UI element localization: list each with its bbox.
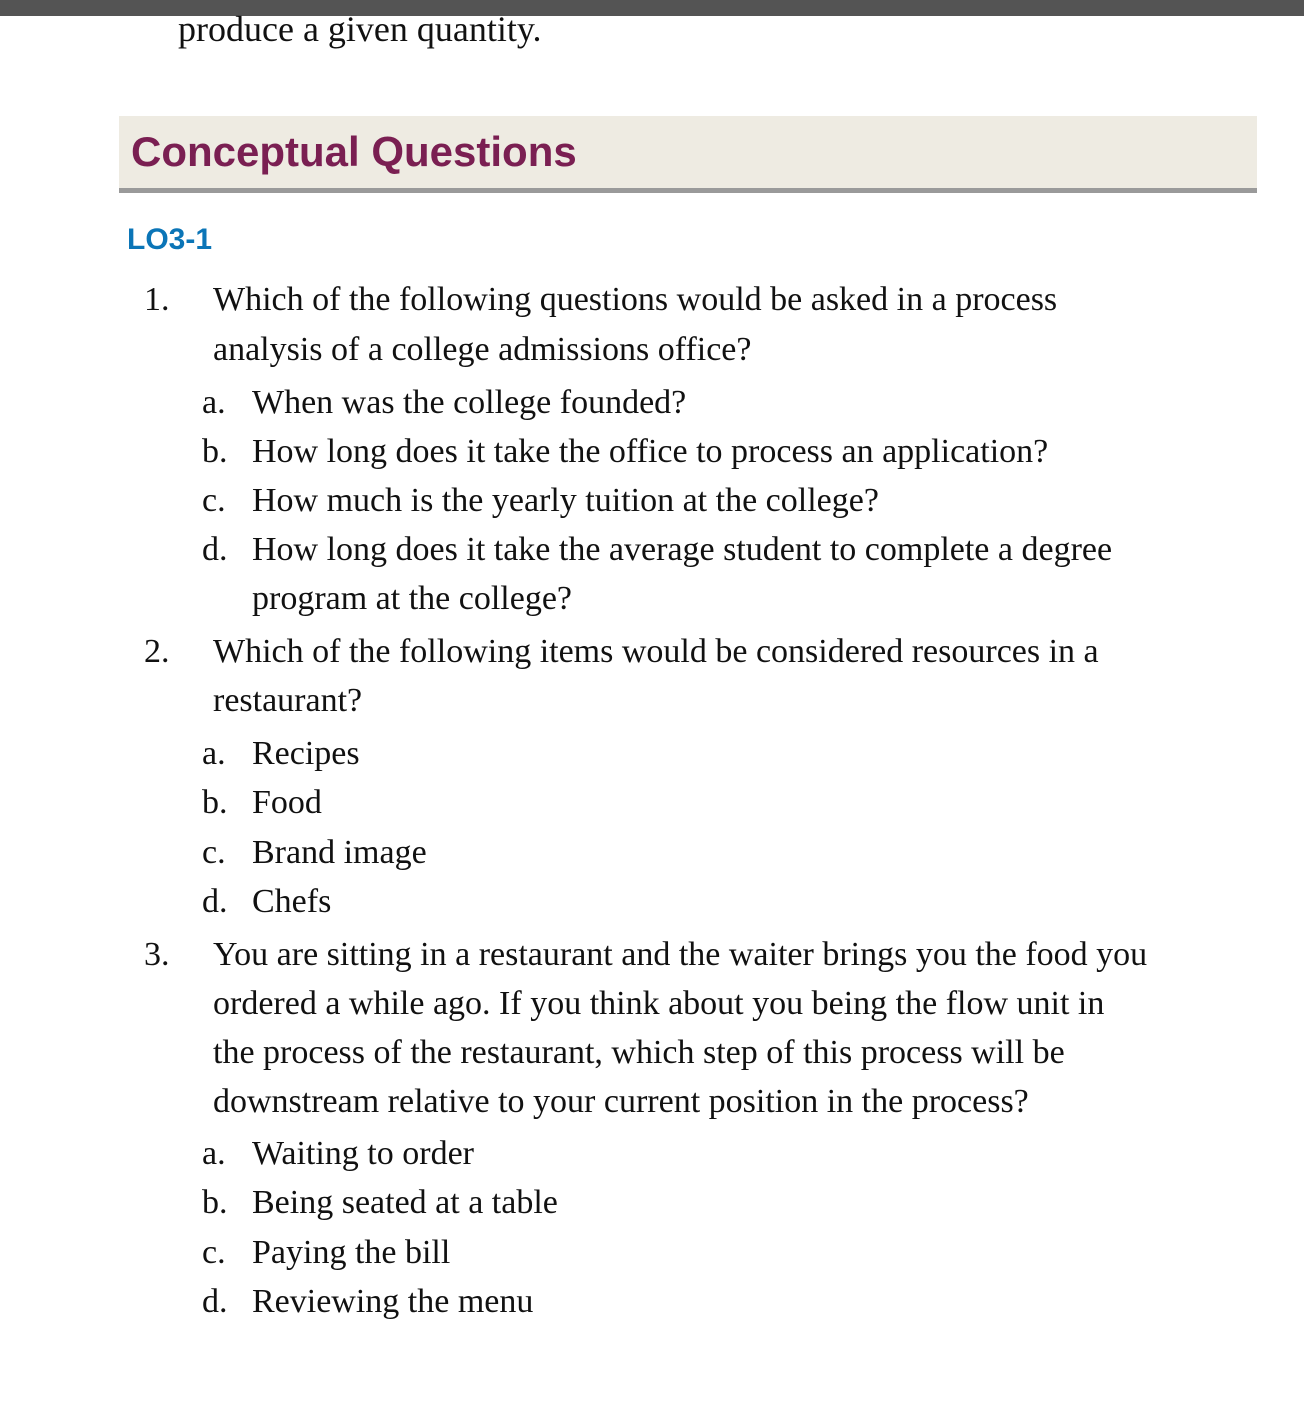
option-letter: a. xyxy=(202,384,226,421)
option-letter: b. xyxy=(202,433,228,470)
option-letter: c. xyxy=(202,834,226,871)
section-header xyxy=(119,116,1257,193)
option-text: Being seated at a table xyxy=(252,1184,558,1221)
question-text-line: restaurant? xyxy=(213,682,363,719)
question-text-line: Which of the following items would be considered resources in a xyxy=(213,633,1099,670)
option-text: Brand image xyxy=(252,834,427,871)
option-letter: b. xyxy=(202,784,228,821)
option-letter: d. xyxy=(202,531,228,568)
question-text-line: You are sitting in a restaurant and the waiter brings you the food you xyxy=(213,936,1148,973)
option-letter: b. xyxy=(202,1184,228,1221)
option-text: Reviewing the menu xyxy=(252,1283,534,1320)
question-number: 2. xyxy=(144,633,170,670)
option-text: Recipes xyxy=(252,735,360,772)
option-letter: a. xyxy=(202,735,226,772)
option-text: program at the college? xyxy=(252,580,573,617)
option-text: Waiting to order xyxy=(252,1135,474,1172)
question-text-line: downstream relative to your current position in the process? xyxy=(213,1083,1029,1120)
option-letter: c. xyxy=(202,482,226,519)
option-letter: d. xyxy=(202,883,228,920)
option-text: Food xyxy=(252,784,322,821)
learning-objective-label: LO3-1 xyxy=(127,223,213,256)
option-text: Paying the bill xyxy=(252,1234,451,1271)
previous-page-text: produce a given quantity. xyxy=(178,9,542,49)
option-letter: c. xyxy=(202,1234,226,1271)
section-title: Conceptual Questions xyxy=(131,128,577,175)
option-letter: d. xyxy=(202,1283,228,1320)
question-number: 1. xyxy=(144,281,170,318)
option-letter: a. xyxy=(202,1135,226,1172)
question-text-line: the process of the restaurant, which step of this process will be xyxy=(213,1034,1065,1071)
option-text: How long does it take the average student to complete a degree xyxy=(252,531,1113,568)
option-text: How much is the yearly tuition at the college? xyxy=(252,482,879,519)
option-text: How long does it take the office to process an application? xyxy=(252,433,1049,470)
question-text-line: ordered a while ago. If you think about you being the flow unit in xyxy=(213,985,1105,1022)
question-number: 3. xyxy=(144,936,170,973)
question-text-line: Which of the following questions would be asked in a process xyxy=(213,281,1058,318)
question-text-line: analysis of a college admissions office? xyxy=(213,331,752,368)
option-text: When was the college founded? xyxy=(252,384,687,421)
option-text: Chefs xyxy=(252,883,332,920)
